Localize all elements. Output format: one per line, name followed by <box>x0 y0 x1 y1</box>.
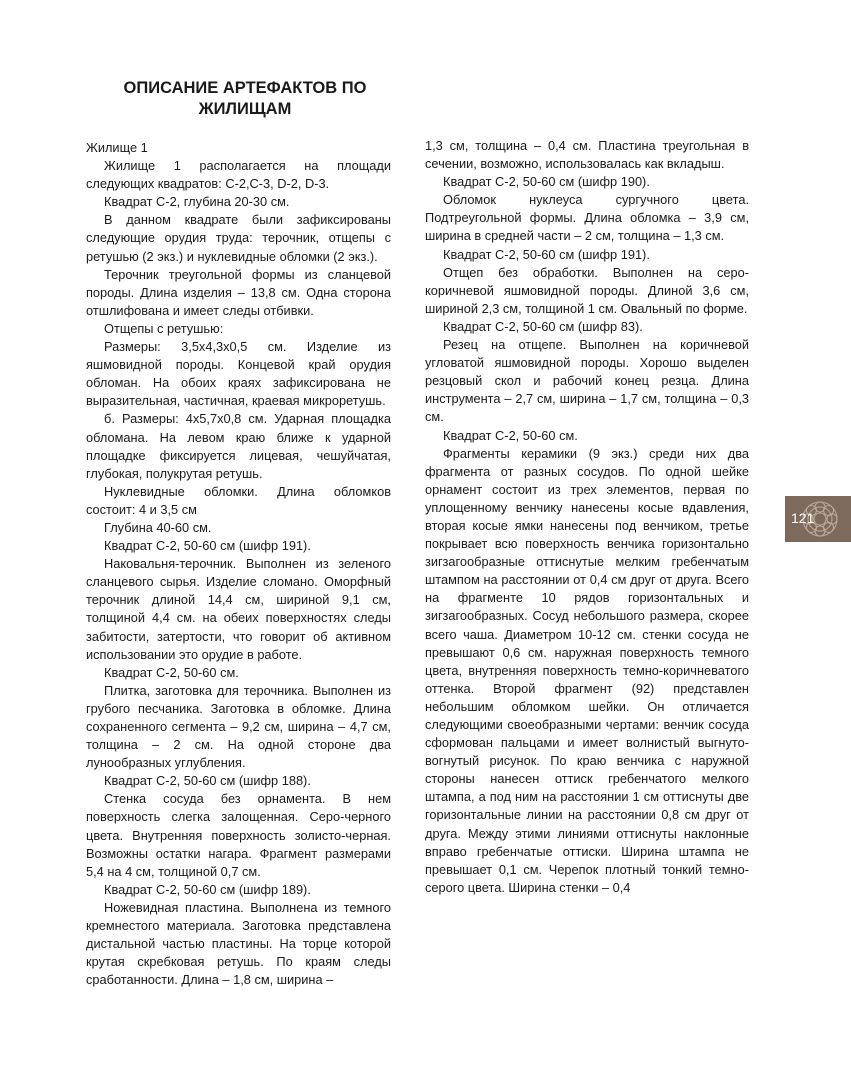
paragraph: Размеры: 3,5х4,3х0,5 см. Изделие из яшмовидной породы. Концевой край орудия обломан. На обоих краях зафиксирована не выразительная, частичная, краевая микроретушь. <box>86 339 391 409</box>
paragraph: Плитка, заготовка для терочника. Выполнен из грубого песчаника. Заготовка в обломке. Длина сохраненного сегмента – 9,2 см, ширина – 4,7 см, толщина – 2 см. На одной стороне два лунообразных углубления. <box>86 682 391 771</box>
paragraph: Квадрат С-2, 50-60 см (шифр 83). <box>443 318 643 334</box>
left-text-column <box>86 139 391 989</box>
paragraph: Квадрат С-2, 50-60 см (шифр 189). <box>104 881 311 897</box>
paragraph: Квадрат С-2, 50-60 см (шифр 190). <box>443 174 650 190</box>
page-number: 121 <box>791 510 815 526</box>
paragraph: Отщепы с ретушью: <box>104 320 224 336</box>
page-title-line-2: ЖИЛИЩАМ <box>198 100 292 118</box>
paragraph: Жилище 1 располагается на площади следующих квадратов: С-2,С-3, D-2, D-3. <box>86 158 391 192</box>
paragraph: 1,3 см, толщина – 0,4 см. Пластина треугольная в сечении, возможно, использовалась как вкладыш. <box>425 138 749 172</box>
paragraph: Нуклевидные обломки. Длина обломков состоит: 4 и 3,5 см <box>86 483 391 517</box>
paragraph: Наковальня-терочник. Выполнен из зеленого сланцевого сырья. Изделие сломано. Оморфный терочник длиной 14,4 см, шириной 9,1 см, толщиной 4,4 см. на обеих поверхностях следы забитости, затертости, что говорит об активном использовании это орудие в работе. <box>86 556 391 662</box>
paragraph: Квадрат С-2, глубина 20-30 см. <box>104 194 290 210</box>
paragraph: Резец на отщепе. Выполнен на коричневой угловатой яшмовидной породы. Хорошо выделен резцовый скол и рабочий конец резца. Длина инструмента – 2,7 см, ширина – 1,7 см, толщина – 0,3 см. <box>425 337 749 425</box>
paragraph: Терочник треугольной формы из сланцевой породы. Длина изделия – 13,8 см. Одна сторона отшлифована и имеет следы отбивки. <box>86 266 391 318</box>
right-text-column <box>425 137 749 897</box>
paragraph: Глубина 40-60 см. <box>104 519 212 535</box>
paragraph: Стенка сосуда без орнамента. В нем поверхность слегка залощенная. Серо-черного цвета. Внутренняя поверхность золисто-черная. Возможны остатки нагара. Фрагмент размерами 5,4 на 4 см, толщиной 0,7 см. <box>86 791 391 879</box>
paragraph: Квадрат С-2, 50-60 см (шифр 188). <box>104 773 311 789</box>
paragraph: Квадрат С-2, 50-60 см. <box>443 427 578 443</box>
paragraph: Квадрат С-2, 50-60 см (шифр 191). <box>104 538 311 554</box>
paragraph: б. Размеры: 4х5,7х0,8 см. Ударная площадка обломана. На левом краю ближе к ударной площадке фиксируется лицевая, чешуйчатая, глубокая, полукрутая ретушь. <box>86 411 391 481</box>
paragraph: Фрагменты керамики (9 экз.) среди них два фрагмента от разных сосудов. По одной шейке орнамент состоит из трех элементов, первая по уплощенному венчику нанесены косые вдавления, вторая косые ямки нанесены под венчиком, третье покрывает всю поверхность венчика горизонтально зигзагообразные оттиснутые мелким гребенчатым штампом на расстоянии от 0,4 см друг от друга. Всего на фрагменте 10 рядов горизонтальных и зигзагообразных. Сосуд небольшого размера, скорее всего чаша. Диаметром 10-12 см. стенки сосуда не превышают 0,6 см. наружная поверхность темного цвета, внутренняя поверхность темно-коричневатого оттенка. Второй фрагмент (92) представлен небольшим обломком шейки. Он отличается следующими своеобразными чертами: венчик сосуда сформован пальцами и имеет волнистый выгнуто-вогнутый рисунок. По краю венчика с наружной стороны нанесен оттиск гребенчатого мелкого штампа, а под ним на расстоянии 1 см оттиснуты две горизонтальные линии на расстоянии 0,8 см друг от друга. Между этими линиями оттиснуты наклонные вправо гребенчатые оттиски. Ширина штампа не превышает 0,1 см. Черепок плотный тонкий темно-серого цвета. Ширина стенки – 0,4 <box>425 445 749 895</box>
paragraph: Обломок нуклеуса сургучного цвета. Подтреугольной формы. Длина обломка – 3,9 см, ширина в средней части – 2 см, толщина – 1,3 см. <box>425 192 749 244</box>
page-number-tab <box>785 496 851 542</box>
paragraph: Ножевидная пластина. Выполнена из темного кремнестого материала. Заготовка представлена дистальной частью пластины. На торце которой крутая скребковая ретушь. По краям следы сработанности. Длина – 1,8 см, ширина – <box>86 899 391 988</box>
paragraph: Квадрат С-2, 50-60 см. <box>104 664 239 680</box>
paragraph: Отщеп без обработки. Выполнен на серо-коричневой яшмовидной породы. Длиной 3,6 см, шириной 2,3 см, толщиной 1 см. Овальный по форме. <box>425 264 749 316</box>
paragraph: Жилище 1 <box>86 140 148 155</box>
page-title <box>104 78 386 120</box>
paragraph: Квадрат С-2, 50-60 см (шифр 191). <box>443 246 650 262</box>
page-title-line-1: ОПИСАНИЕ АРТЕФАКТОВ ПО <box>123 79 367 97</box>
paragraph: В данном квадрате были зафиксированы следующие орудия труда: терочник, отщепы с ретушью (2 экз.) и нуклевидные обломки (2 экз.). <box>86 212 391 264</box>
